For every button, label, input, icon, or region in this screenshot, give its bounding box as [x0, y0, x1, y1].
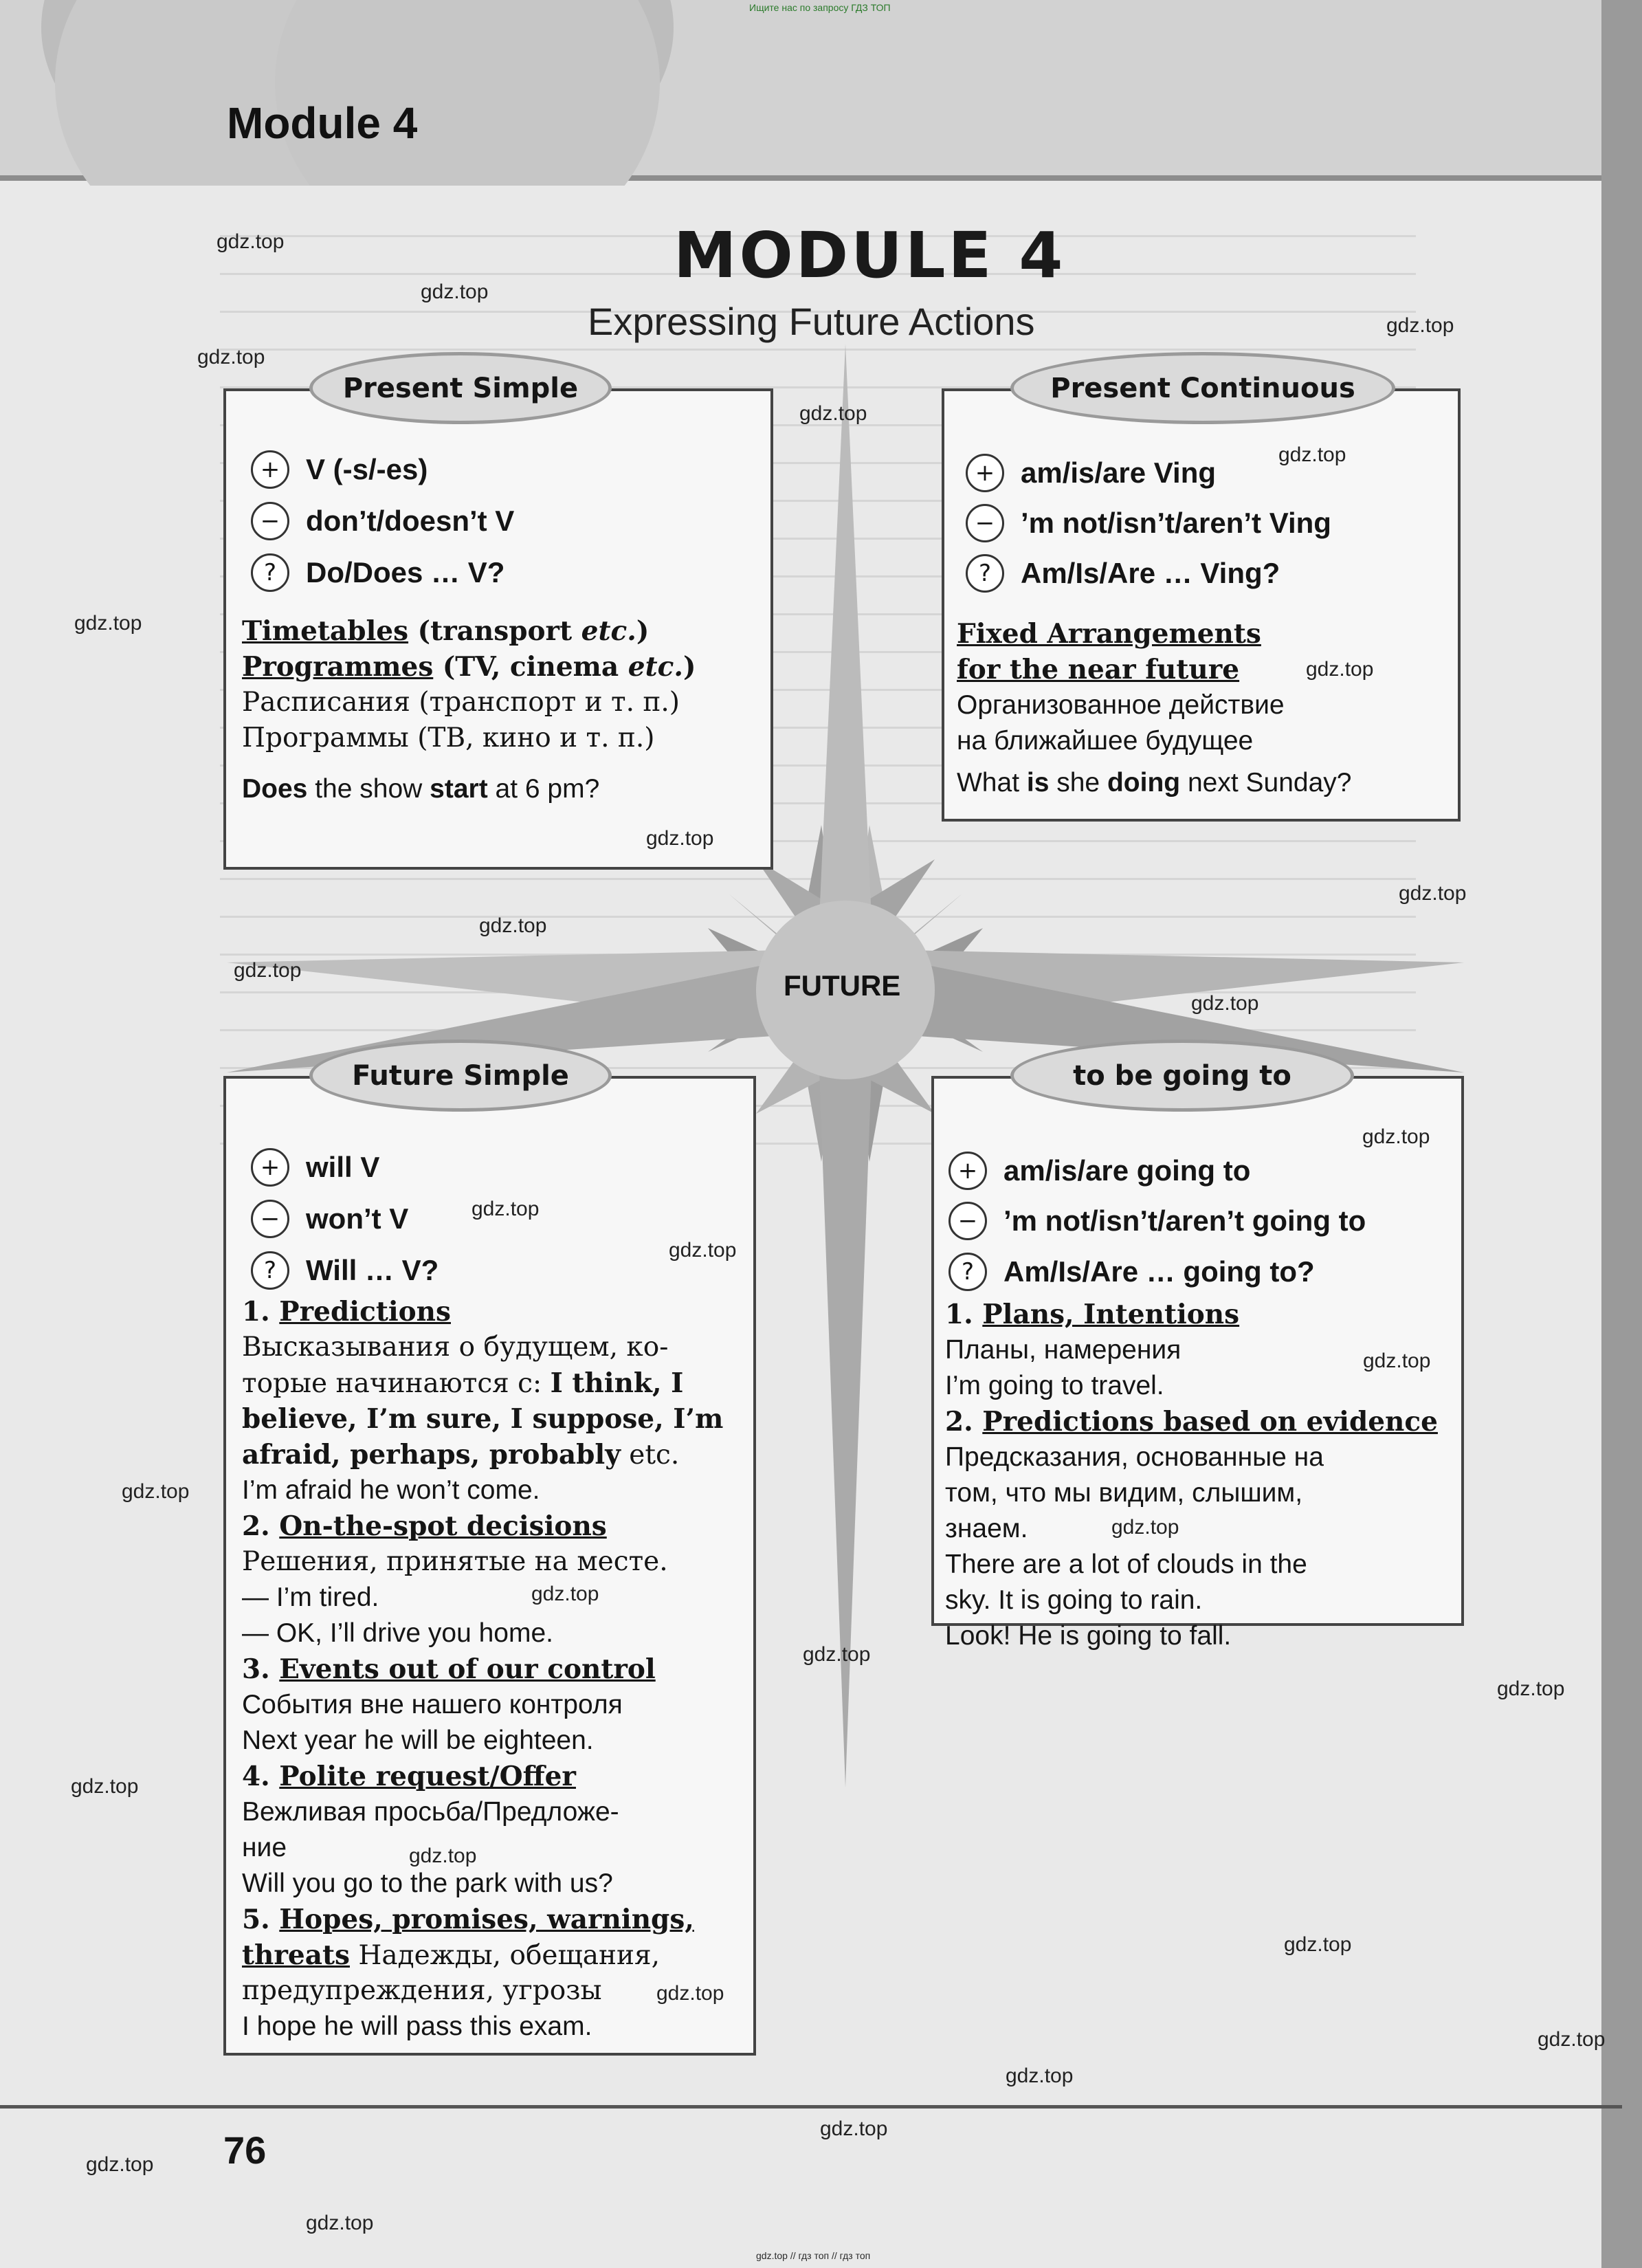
watermark: gdz.top — [409, 1845, 477, 1867]
ps-use-1: Timetables (transport etc.) — [242, 615, 650, 647]
running-header: Module 4 — [227, 98, 418, 148]
top-note: Ищите нас по запросу ГДЗ ТОП — [749, 2, 891, 13]
watermark: gdz.top — [1363, 1350, 1431, 1372]
gt-negative-form: ’m not/isn’t/aren’t going to — [1003, 1204, 1366, 1237]
fs-use-3-desc: События вне нашего контроля — [242, 1690, 623, 1719]
watermark: gdz.top — [656, 1982, 724, 2005]
center-label: FUTURE — [784, 969, 901, 1002]
going-to-heading: to be going to — [1010, 1039, 1354, 1112]
watermark: gdz.top — [1006, 2065, 1074, 2087]
pc-affirmative-row — [966, 454, 1216, 492]
fs-negative-form: won’t V — [306, 1202, 409, 1235]
fs-use-5-desc-a: threats Надежды, обещания, — [242, 1939, 660, 1971]
fs-use-1-desc-d: afraid, perhaps, probably etc. — [242, 1439, 680, 1471]
gt-affirmative-form: am/is/are going to — [1003, 1154, 1251, 1187]
gt-use-1-desc: Планы, намерения — [945, 1335, 1181, 1365]
fs-use-1-desc-c: believe, I’m sure, I suppose, I’m — [242, 1403, 724, 1435]
pc-use-2: for the near future — [957, 654, 1240, 685]
pc-negative-form: ’m not/isn’t/aren’t Ving — [1021, 507, 1331, 539]
watermark: gdz.top — [1399, 882, 1467, 905]
gt-use-1-example: I’m going to travel. — [945, 1371, 1164, 1400]
watermark: gdz.top — [669, 1239, 737, 1262]
ps-ru-1: Расписания (транспорт и т. п.) — [242, 687, 680, 718]
gt-use-2-example-b: sky. It is going to rain. — [945, 1585, 1203, 1615]
fs-question-form: Will … V? — [306, 1254, 439, 1286]
watermark: gdz.top — [820, 2117, 888, 2140]
watermark: gdz.top — [74, 612, 142, 635]
question-icon: ? — [251, 553, 289, 592]
watermark: gdz.top — [197, 346, 265, 368]
watermark: gdz.top — [1538, 2028, 1606, 2051]
gt-question-row — [948, 1253, 1315, 1291]
pc-ru-2: на ближайшее будущее — [957, 726, 1254, 756]
minus-icon: − — [251, 502, 289, 540]
watermark: gdz.top — [217, 230, 285, 253]
gt-use-2-heading: 2. Predictions based on evidence — [945, 1406, 1438, 1438]
question-icon: ? — [966, 554, 1004, 593]
watermark: gdz.top — [646, 827, 714, 850]
minus-icon: − — [251, 1200, 289, 1238]
ps-affirmative-form: V (-s/-es) — [306, 453, 428, 485]
plus-icon: + — [948, 1152, 987, 1190]
watermark: gdz.top — [421, 280, 489, 303]
pc-use-1: Fixed Arrangements — [957, 618, 1261, 650]
gt-question-form: Am/Is/Are … going to? — [1003, 1255, 1315, 1288]
watermark: gdz.top — [1362, 1125, 1430, 1148]
watermark: gdz.top — [479, 914, 547, 937]
fs-question-row — [251, 1251, 439, 1290]
watermark: gdz.top — [1386, 314, 1454, 337]
watermark: gdz.top — [1278, 443, 1346, 466]
fs-use-1-desc-a: Высказывания о будущем, ко- — [242, 1332, 669, 1363]
watermark: gdz.top — [531, 1583, 599, 1605]
gt-negative-row — [948, 1202, 1366, 1240]
gt-affirmative-row — [948, 1152, 1250, 1190]
pc-example: What is she doing next Sunday? — [957, 768, 1352, 797]
watermark: gdz.top — [1191, 992, 1259, 1015]
watermark: gdz.top — [1497, 1677, 1565, 1700]
plus-icon: + — [251, 1148, 289, 1187]
fs-use-4-example: Will you go to the park with us? — [242, 1869, 613, 1898]
bottom-note: gdz.top // гдз топ // гдз топ — [756, 2250, 871, 2261]
fs-use-4-heading: 4. Polite request/Offer — [242, 1761, 576, 1792]
watermark: gdz.top — [71, 1775, 139, 1798]
watermark: gdz.top — [86, 2153, 154, 2176]
ps-negative-form: don’t/doesn’t V — [306, 505, 515, 537]
ps-question-form: Do/Does … V? — [306, 556, 505, 588]
ps-negative-row — [251, 502, 514, 540]
fs-negative-row — [251, 1200, 408, 1238]
fs-use-4-desc-a: Вежливая просьба/Предложе- — [242, 1797, 619, 1827]
watermark: gdz.top — [306, 2212, 374, 2234]
fs-use-1-desc-b: торые начинаются с: I think, I — [242, 1367, 684, 1399]
watermark: gdz.top — [1306, 658, 1374, 681]
minus-icon: − — [966, 504, 1004, 542]
gt-use-2-desc-b: том, что мы видим, слышим, — [945, 1478, 1303, 1508]
fs-use-1-example: I’m afraid he won’t come. — [242, 1475, 540, 1505]
gt-use-1-heading: 1. Plans, Intentions — [945, 1299, 1240, 1330]
fs-use-2-example-a: — I’m tired. — [242, 1583, 379, 1612]
plus-icon: + — [966, 454, 1004, 492]
fs-use-3-example: Next year he will be eighteen. — [242, 1726, 594, 1755]
pc-question-row — [966, 554, 1280, 593]
fs-use-4-desc-b: ние — [242, 1833, 287, 1862]
pc-negative-row — [966, 504, 1331, 542]
watermark: gdz.top — [234, 959, 302, 982]
footer-rule — [0, 2105, 1622, 2109]
minus-icon: − — [948, 1202, 987, 1240]
gt-use-2-example-c: Look! He is going to fall. — [945, 1621, 1232, 1651]
gt-use-2-example-a: There are a lot of clouds in the — [945, 1550, 1307, 1579]
ps-question-row — [251, 553, 504, 592]
fs-use-1-heading: 1. Predictions — [242, 1296, 451, 1328]
fs-use-5-desc-b: предупреждения, угрозы — [242, 1975, 602, 2006]
fs-use-5-heading: 5. Hopes, promises, warnings, — [242, 1904, 694, 1935]
question-icon: ? — [251, 1251, 289, 1290]
fs-affirmative-form: will V — [306, 1151, 380, 1183]
watermark: gdz.top — [1284, 1933, 1352, 1956]
page-subtitle: Expressing Future Actions — [588, 300, 1035, 343]
page-number: 76 — [223, 2128, 267, 2172]
fs-use-2-heading: 2. On-the-spot decisions — [242, 1510, 607, 1542]
watermark: gdz.top — [1111, 1516, 1179, 1539]
fs-use-3-heading: 3. Events out of our control — [242, 1653, 656, 1685]
pc-affirmative-form: am/is/are Ving — [1021, 456, 1217, 489]
pc-question-form: Am/Is/Are … Ving? — [1021, 557, 1280, 589]
question-icon: ? — [948, 1253, 987, 1291]
ps-ru-2: Программы (ТВ, кино и т. п.) — [242, 723, 655, 753]
pc-ru-1: Организованное действие — [957, 690, 1285, 720]
gt-use-2-desc-c: знаем. — [945, 1514, 1028, 1543]
watermark: gdz.top — [122, 1480, 190, 1503]
fs-use-5-example: I hope he will pass this exam. — [242, 2012, 592, 2041]
future-simple-heading: Future Simple — [309, 1039, 612, 1112]
gt-use-2-desc-a: Предсказания, основанные на — [945, 1442, 1324, 1472]
present-simple-heading: Present Simple — [309, 352, 612, 424]
watermark: gdz.top — [803, 1643, 871, 1666]
fs-use-2-desc: Решения, принятые на месте. — [242, 1546, 668, 1577]
fs-affirmative-row — [251, 1148, 379, 1187]
page-title: MODULE 4 — [674, 219, 1066, 292]
plus-icon: + — [251, 450, 289, 489]
ps-use-2: Programmes (TV, cinema etc.) — [242, 651, 696, 683]
ps-affirmative-row — [251, 450, 428, 489]
watermark: gdz.top — [471, 1198, 540, 1220]
ps-example: Does the show start at 6 pm? — [242, 774, 600, 804]
fs-use-2-example-b: — OK, I’ll drive you home. — [242, 1618, 553, 1648]
present-continuous-heading: Present Continuous — [1010, 352, 1395, 424]
watermark: gdz.top — [799, 402, 867, 425]
